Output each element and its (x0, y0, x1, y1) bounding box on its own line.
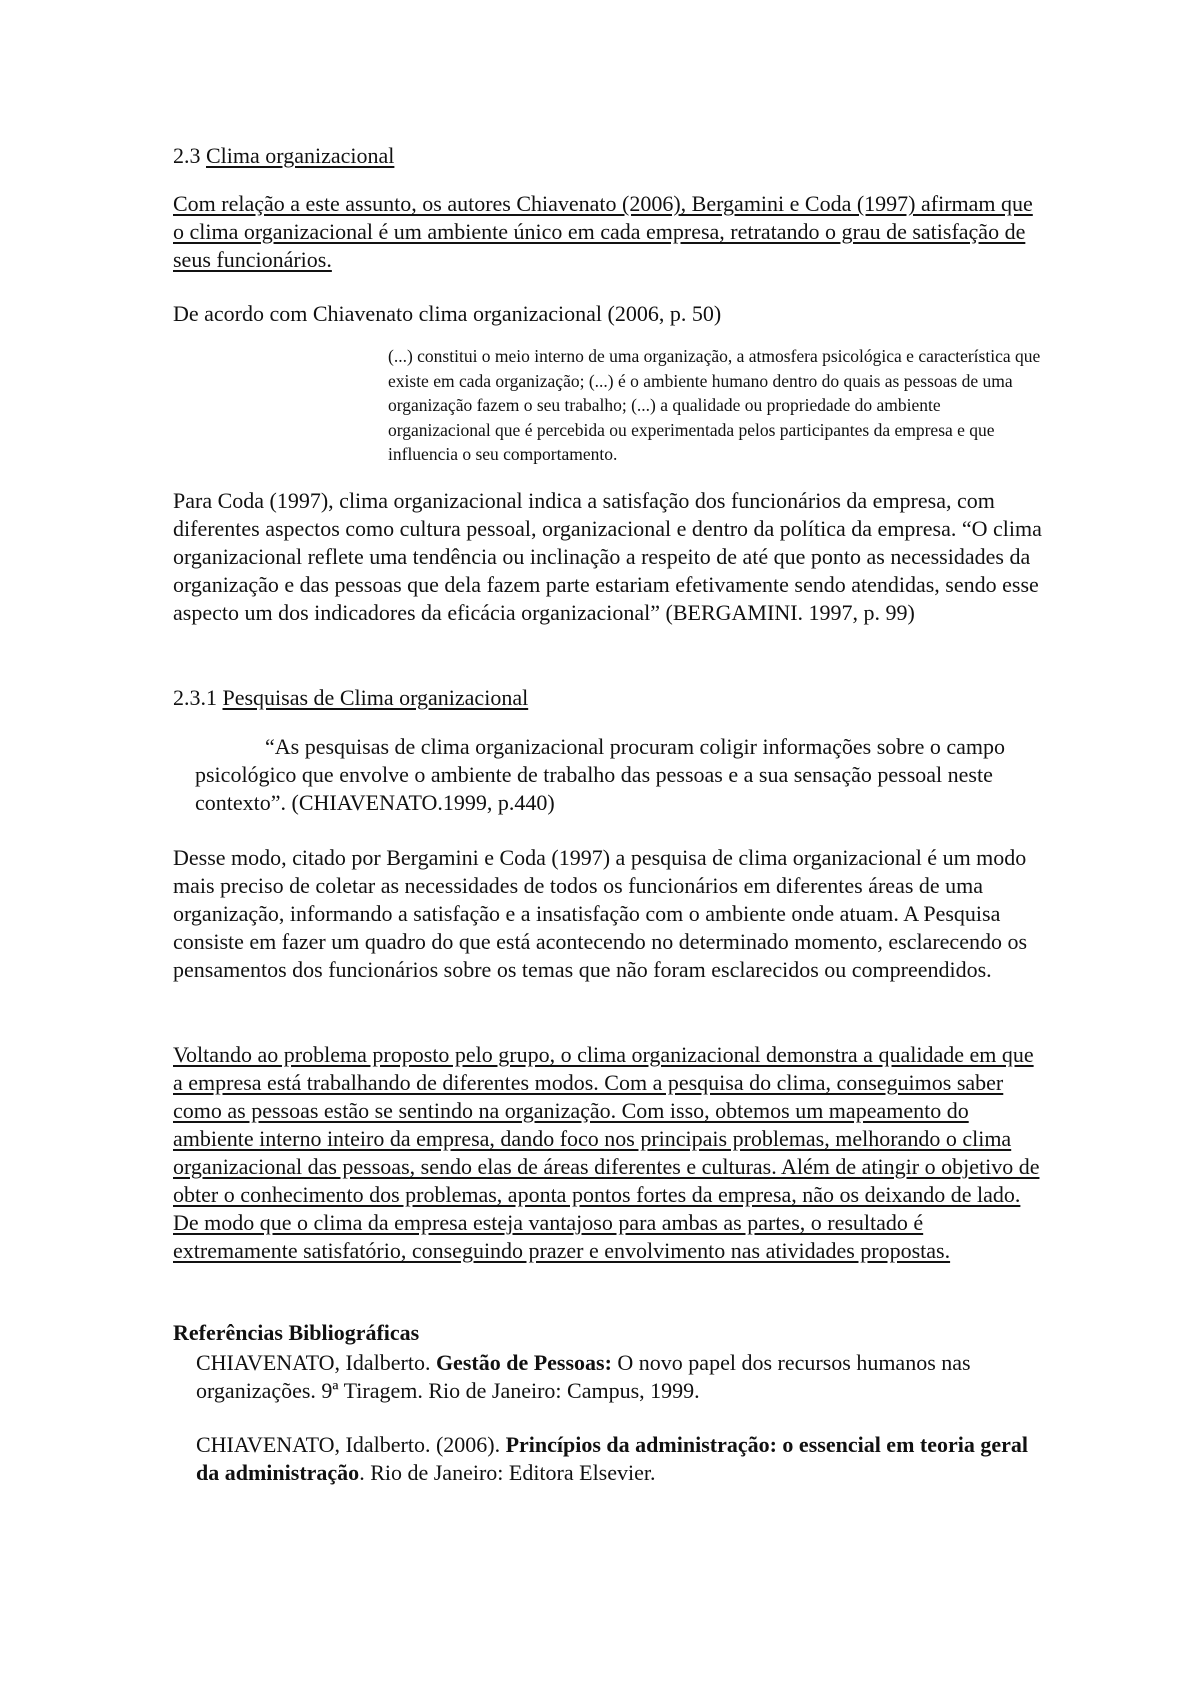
section-title: Clima organizacional (206, 143, 395, 168)
reference-entry (196, 1431, 1041, 1487)
block-quote-pesquisas: “As pesquisas de clima organizacional procuram coligir informações sobre o campo psicológico que envolve o ambiente de trabalho das pessoas e a sua sensação pessoal neste contexto”. (CHIAVENATO.1999, p.440) (195, 734, 1006, 815)
intro-paragraph: Com relação a este assunto, os autores Chiavenato (2006), Bergamini e Coda (1997) afirmam que o clima organizacional é um ambiente único em cada empresa, retratando o grau de satisfação de seus funcionários. (173, 191, 1033, 272)
references-title: Referências Bibliográficas (173, 1320, 420, 1345)
reference-work: Princípios da administração: o essencial em teoria geral da administração (196, 1432, 1029, 1485)
bergamini-paragraph: Desse modo, citado por Bergamini e Coda (1997) a pesquisa de clima organizacional é um modo mais preciso de coletar as necessidades de todos os funcionários em diferentes áreas de uma organização, informando a satisfação e a insatisfação com o ambiente onde atuam. A Pesquisa consiste em fazer um quadro do que está acontecendo no determinado momento, esclarecendo os pensamentos dos funcionários sobre os temas que não foram esclarecidos ou compreendidos. (173, 845, 1028, 982)
section-heading-2-3-1 (173, 684, 1043, 712)
subsection-number: 2.3.1 (173, 685, 217, 710)
reference-work: Gestão de Pessoas: (435, 1350, 612, 1375)
reference-author: CHIAVENATO, Idalberto. (196, 1350, 436, 1375)
chiavenato-intro: De acordo com Chiavenato clima organizacional (2006, p. 50) (173, 301, 722, 326)
reference-details: O novo papel dos recursos humanos nas organizações. 9ª Tiragem. Rio de Janeiro: Campus, 1999. (196, 1350, 971, 1403)
reference-details: . Rio de Janeiro: Editora Elsevier. (359, 1460, 656, 1485)
section-heading-2-3 (173, 142, 1043, 170)
reference-author: CHIAVENATO, Idalberto. (2006). (196, 1432, 506, 1457)
subsection-title: Pesquisas de Clima organizacional (222, 685, 529, 710)
coda-paragraph: Para Coda (1997), clima organizacional indica a satisfação dos funcionários da empresa, com diferentes aspectos como cultura pessoal, organizacional e dentro da política da empresa. “O clima organizacional reflete uma tendência ou inclinação a respeito de até que ponto as necessidades da organização e das pessoas que dela fazem parte estariam efetivamente sendo atendidas, sendo esse aspecto um dos indicadores da eficácia organizacional” (BERGAMINI. 1997, p. 99) (173, 488, 1042, 625)
section-number: 2.3 (173, 143, 201, 168)
reference-entry (196, 1349, 1041, 1405)
problem-paragraph: Voltando ao problema proposto pelo grupo, o clima organizacional demonstra a qualidade em que a empresa está trabalhando de diferentes modos. Com a pesquisa do clima, conseguimos saber como as pessoas estão se sentindo na organização. Com isso, obtemos um mapeamento do ambiente interno inteiro da empresa, dando foco nos principais problemas, melhorando o clima organizacional das pessoas, sendo elas de áreas diferentes e culturas. Além de atingir o objetivo de obter o conhecimento dos problemas, aponta pontos fortes da empresa, não os deixando de lado. De modo que o clima da empresa esteja vantajoso para ambas as partes, o resultado é extremamente satisfatório, conseguindo prazer e envolvimento nas atividades propostas. (173, 1042, 1040, 1263)
block-quote-chiavenato: (...) constitui o meio interno de uma organização, a atmosfera psicológica e característica que existe em cada organização; (...) é o ambiente humano dentro do quais as pessoas de uma organização fazem o seu trabalho; (...) a qualidade ou propriedade do ambiente organizacional que é percebida ou experimentada pelos participantes da empresa e que influencia o seu comportamento. (388, 346, 1041, 464)
